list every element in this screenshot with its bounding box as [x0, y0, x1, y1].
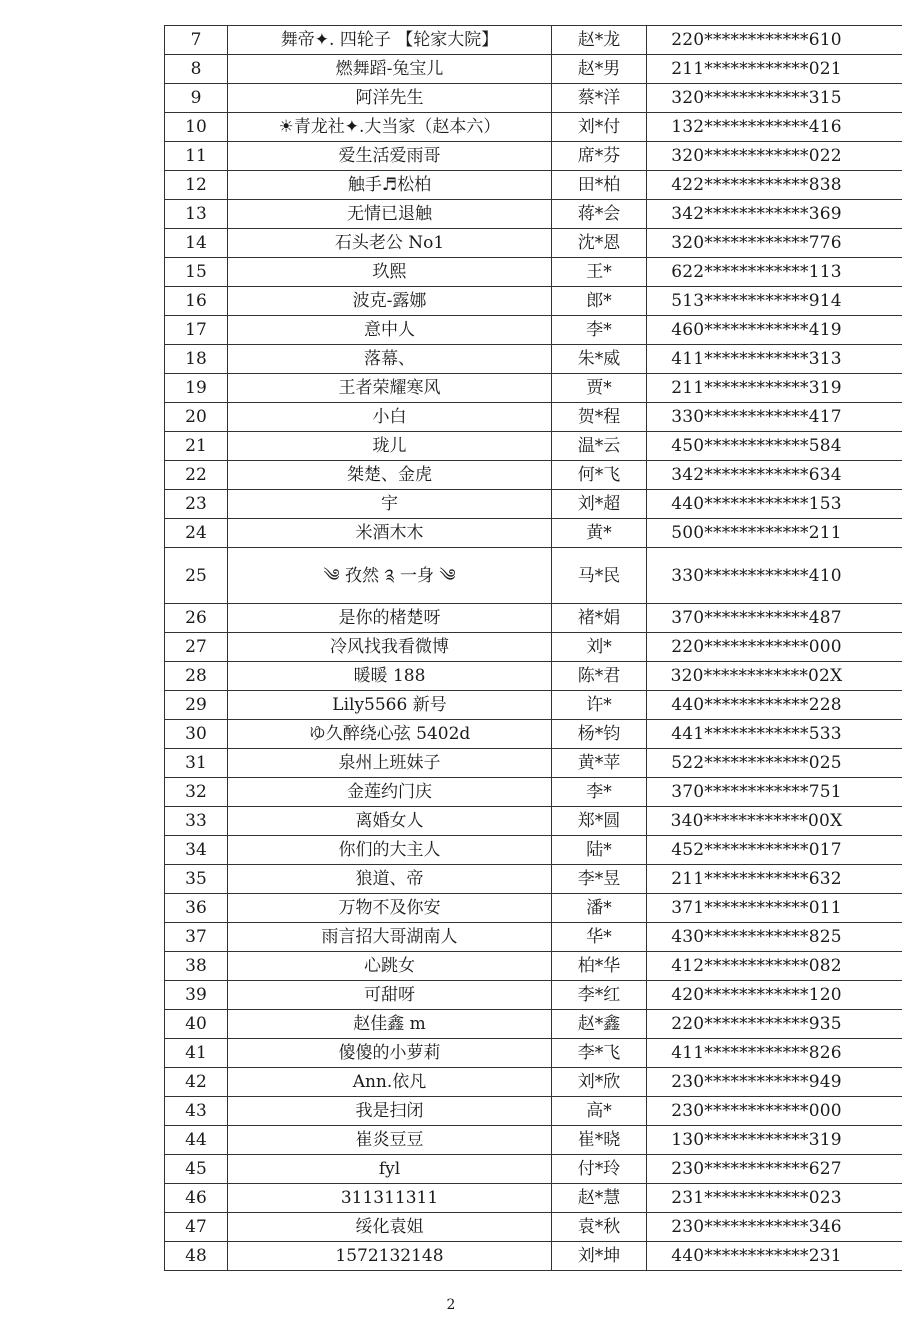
name-cell: 朱*威: [552, 345, 647, 374]
id-number-cell: [647, 1068, 902, 1097]
id-number-text: 440************228: [671, 695, 842, 715]
table-row: [165, 1068, 902, 1097]
id-number-text: 522************025: [671, 753, 842, 773]
id-number-text: 220************610: [671, 30, 842, 50]
nickname-cell: 你们的大主人: [228, 836, 552, 865]
id-number-text: 440************153: [671, 494, 842, 514]
id-number-text: 211************021: [671, 59, 842, 79]
name-cell: 刘*: [552, 633, 647, 662]
id-number-text: 211************319: [671, 378, 842, 398]
row-number-cell: 14: [165, 229, 228, 258]
id-number-cell: [647, 952, 902, 981]
id-number-text: 342************369: [671, 204, 842, 224]
table-row: [165, 1010, 902, 1039]
name-cell: 褚*娟: [552, 604, 647, 633]
row-number-cell: 16: [165, 287, 228, 316]
nickname-cell: 阿洋先生: [228, 84, 552, 113]
nickname-cell: 无情已退触: [228, 200, 552, 229]
row-number-cell: 13: [165, 200, 228, 229]
id-number-text: 230************346: [671, 1217, 842, 1237]
name-cell: 付*玲: [552, 1155, 647, 1184]
nickname-cell: 是你的楮楚呀: [228, 604, 552, 633]
row-number-cell: 9: [165, 84, 228, 113]
table-row: [165, 778, 902, 807]
row-number-cell: 27: [165, 633, 228, 662]
row-number-cell: 7: [165, 26, 228, 55]
row-number-cell: 25: [165, 548, 228, 604]
name-cell: 李*: [552, 316, 647, 345]
name-cell: 许*: [552, 691, 647, 720]
table-row: [165, 258, 902, 287]
nickname-cell: 落幕、: [228, 345, 552, 374]
row-number-cell: 42: [165, 1068, 228, 1097]
id-number-cell: [647, 778, 902, 807]
row-number-cell: 31: [165, 749, 228, 778]
name-cell: 陈*君: [552, 662, 647, 691]
name-cell: 李*昱: [552, 865, 647, 894]
name-cell: 郑*圆: [552, 807, 647, 836]
name-cell: 黄*苹: [552, 749, 647, 778]
id-number-cell: [647, 807, 902, 836]
nickname-cell: 可甜呀: [228, 981, 552, 1010]
name-cell: 高*: [552, 1097, 647, 1126]
id-number-text: 230************627: [671, 1159, 842, 1179]
name-cell: 华*: [552, 923, 647, 952]
table-row: [165, 662, 902, 691]
nickname-cell: 雨言招大哥湖南人: [228, 923, 552, 952]
id-number-text: 622************113: [671, 262, 842, 282]
nickname-cell: 珑儿: [228, 432, 552, 461]
id-number-cell: [647, 749, 902, 778]
table-row: [165, 345, 902, 374]
id-number-cell: [647, 84, 902, 113]
row-number-cell: 15: [165, 258, 228, 287]
row-number-cell: 32: [165, 778, 228, 807]
row-number-cell: 41: [165, 1039, 228, 1068]
table-row: [165, 1155, 902, 1184]
id-number-text: 500************211: [671, 523, 842, 543]
row-number-cell: 30: [165, 720, 228, 749]
id-number-cell: [647, 1155, 902, 1184]
table-row: [165, 1213, 902, 1242]
id-number-text: 441************533: [671, 724, 842, 744]
table-row: [165, 836, 902, 865]
table-row: [165, 84, 902, 113]
id-number-text: 220************000: [671, 637, 842, 657]
row-number-cell: 34: [165, 836, 228, 865]
id-number-text: 420************120: [671, 985, 842, 1005]
nickname-cell: 我是扫闭: [228, 1097, 552, 1126]
nickname-cell: 意中人: [228, 316, 552, 345]
table-row: [165, 952, 902, 981]
nickname-cell: 赵佳鑫 m: [228, 1010, 552, 1039]
id-number-text: 370************487: [671, 608, 842, 628]
nickname-cell: 舞帝✦. 四轮子 【轮家大院】: [228, 26, 552, 55]
row-number-cell: 11: [165, 142, 228, 171]
row-number-cell: 12: [165, 171, 228, 200]
id-number-cell: [647, 548, 902, 604]
nickname-cell: 傻傻的小萝莉: [228, 1039, 552, 1068]
table-row: [165, 461, 902, 490]
row-number-cell: 28: [165, 662, 228, 691]
row-number-cell: 22: [165, 461, 228, 490]
id-number-cell: [647, 1097, 902, 1126]
table-row: [165, 490, 902, 519]
table-row: [165, 865, 902, 894]
nickname-cell: 狼道、帝: [228, 865, 552, 894]
row-number-cell: 47: [165, 1213, 228, 1242]
name-cell: 李*: [552, 778, 647, 807]
table-row: [165, 113, 902, 142]
name-cell: 袁*秋: [552, 1213, 647, 1242]
nickname-cell: 心跳女: [228, 952, 552, 981]
id-number-cell: [647, 720, 902, 749]
id-number-text: 230************000: [671, 1101, 842, 1121]
name-cell: 蔡*洋: [552, 84, 647, 113]
id-number-cell: [647, 200, 902, 229]
id-number-cell: [647, 604, 902, 633]
id-number-cell: [647, 113, 902, 142]
id-number-cell: [647, 1184, 902, 1213]
table-row: [165, 981, 902, 1010]
row-number-cell: 35: [165, 865, 228, 894]
nickname-cell: 波克-露娜: [228, 287, 552, 316]
id-number-text: 340************00X: [670, 811, 843, 831]
id-number-text: 230************949: [671, 1072, 842, 1092]
page-number: 2: [446, 1297, 456, 1313]
name-cell: 温*云: [552, 432, 647, 461]
name-cell: 蒋*会: [552, 200, 647, 229]
name-cell: 李*红: [552, 981, 647, 1010]
id-number-cell: [647, 345, 902, 374]
row-number-cell: 43: [165, 1097, 228, 1126]
row-number-cell: 39: [165, 981, 228, 1010]
nickname-cell: 崔炎豆豆: [228, 1126, 552, 1155]
name-cell: 田*柏: [552, 171, 647, 200]
id-number-cell: [647, 26, 902, 55]
table-row: [165, 923, 902, 952]
name-cell: 陆*: [552, 836, 647, 865]
id-number-cell: [647, 1242, 902, 1271]
table-row: [165, 807, 902, 836]
name-cell: 刘*坤: [552, 1242, 647, 1271]
id-number-cell: [647, 633, 902, 662]
table-row: [165, 403, 902, 432]
nickname-cell: 宇: [228, 490, 552, 519]
id-number-cell: [647, 287, 902, 316]
table-row: [165, 55, 902, 84]
row-number-cell: 29: [165, 691, 228, 720]
row-number-cell: 8: [165, 55, 228, 84]
id-number-text: 440************231: [671, 1246, 842, 1266]
name-cell: 刘*欣: [552, 1068, 647, 1097]
nickname-cell: 石头老公 No1: [228, 229, 552, 258]
nickname-cell: 触手♬松柏: [228, 171, 552, 200]
table-row: [165, 1039, 902, 1068]
name-cell: 黄*: [552, 519, 647, 548]
id-number-text: 422************838: [671, 175, 842, 195]
table-row: [165, 200, 902, 229]
table-row: [165, 142, 902, 171]
id-number-cell: [647, 1213, 902, 1242]
table-row: [165, 171, 902, 200]
nickname-cell: 燃舞蹈-兔宝儿: [228, 55, 552, 84]
name-cell: 潘*: [552, 894, 647, 923]
row-number-cell: 20: [165, 403, 228, 432]
id-number-cell: [647, 691, 902, 720]
nickname-cell: 桀楚、金虎: [228, 461, 552, 490]
table-row: [165, 1126, 902, 1155]
id-number-text: 330************417: [671, 407, 842, 427]
nickname-cell: ༄ 孜然 ༉ 一身 ༄: [228, 548, 552, 604]
id-number-text: 220************935: [671, 1014, 842, 1034]
table-row: [165, 633, 902, 662]
nickname-cell: Lily5566 新号: [228, 691, 552, 720]
nickname-cell: fyl: [228, 1155, 552, 1184]
row-number-cell: 46: [165, 1184, 228, 1213]
id-number-text: 231************023: [671, 1188, 842, 1208]
id-number-text: 211************632: [671, 869, 842, 889]
name-cell: 赵*龙: [552, 26, 647, 55]
id-number-cell: [647, 894, 902, 923]
row-number-cell: 45: [165, 1155, 228, 1184]
name-cell: 贺*程: [552, 403, 647, 432]
id-number-text: 320************02X: [670, 666, 843, 686]
table-row: [165, 374, 902, 403]
id-number-cell: [647, 403, 902, 432]
id-number-cell: [647, 374, 902, 403]
id-number-text: 130************319: [671, 1130, 842, 1150]
table-row: [165, 26, 902, 55]
name-cell: 李*飞: [552, 1039, 647, 1068]
id-number-cell: [647, 258, 902, 287]
id-number-text: 320************776: [671, 233, 842, 253]
row-number-cell: 48: [165, 1242, 228, 1271]
nickname-cell: 王者荣耀寒风: [228, 374, 552, 403]
row-number-cell: 26: [165, 604, 228, 633]
nickname-cell: 离婚女人: [228, 807, 552, 836]
id-number-text: 371************011: [671, 898, 842, 918]
id-number-cell: [647, 836, 902, 865]
row-number-cell: 23: [165, 490, 228, 519]
name-cell: 赵*男: [552, 55, 647, 84]
row-number-cell: 19: [165, 374, 228, 403]
nickname-cell: 暖暖 188: [228, 662, 552, 691]
id-number-cell: [647, 1126, 902, 1155]
name-cell: 杨*钧: [552, 720, 647, 749]
id-number-text: 430************825: [671, 927, 842, 947]
table-row: [165, 316, 902, 345]
id-number-cell: [647, 461, 902, 490]
name-cell: 席*芬: [552, 142, 647, 171]
row-number-cell: 37: [165, 923, 228, 952]
nickname-cell: 冷风找我看微博: [228, 633, 552, 662]
row-number-cell: 44: [165, 1126, 228, 1155]
id-number-text: 132************416: [671, 117, 842, 137]
name-cell: 郎*: [552, 287, 647, 316]
nickname-cell: 万物不及你安: [228, 894, 552, 923]
id-number-text: 460************419: [671, 320, 842, 340]
id-number-cell: [647, 662, 902, 691]
row-number-cell: 40: [165, 1010, 228, 1039]
nickname-cell: 绥化袁姐: [228, 1213, 552, 1242]
id-number-text: 411************313: [671, 349, 842, 369]
id-number-text: 320************315: [671, 88, 842, 108]
row-number-cell: 36: [165, 894, 228, 923]
nickname-cell: 玖熙: [228, 258, 552, 287]
id-number-text: 330************410: [671, 565, 842, 586]
name-cell: 马*民: [552, 548, 647, 604]
id-number-text: 412************082: [671, 956, 842, 976]
table-row: [165, 720, 902, 749]
id-number-text: 320************022: [671, 146, 842, 166]
id-number-cell: [647, 981, 902, 1010]
id-number-cell: [647, 316, 902, 345]
id-number-cell: [647, 142, 902, 171]
id-number-text: 342************634: [671, 465, 842, 485]
nickname-cell: 泉州上班妹子: [228, 749, 552, 778]
nickname-cell: ゆ久醉绕心弦 5402d: [228, 720, 552, 749]
name-cell: 柏*华: [552, 952, 647, 981]
nickname-cell: 311311311: [228, 1184, 552, 1213]
row-number-cell: 10: [165, 113, 228, 142]
nickname-cell: 小白: [228, 403, 552, 432]
table-row: [165, 519, 902, 548]
row-number-cell: 38: [165, 952, 228, 981]
name-cell: 贾*: [552, 374, 647, 403]
nickname-cell: 米酒木木: [228, 519, 552, 548]
id-number-cell: [647, 229, 902, 258]
name-cell: 崔*晓: [552, 1126, 647, 1155]
table-row: [165, 1242, 902, 1271]
table-row: [165, 604, 902, 633]
row-number-cell: 17: [165, 316, 228, 345]
id-number-cell: [647, 490, 902, 519]
nickname-cell: 1572132148: [228, 1242, 552, 1271]
table-row: [165, 691, 902, 720]
nickname-cell: 金莲约门庆: [228, 778, 552, 807]
table-row: [165, 432, 902, 461]
table-row: [165, 548, 902, 604]
name-cell: 王*: [552, 258, 647, 287]
id-number-text: 452************017: [671, 840, 842, 860]
id-number-text: 411************826: [671, 1043, 842, 1063]
name-cell: 赵*鑫: [552, 1010, 647, 1039]
id-number-cell: [647, 1010, 902, 1039]
row-number-cell: 21: [165, 432, 228, 461]
id-number-cell: [647, 923, 902, 952]
table-row: [165, 229, 902, 258]
nickname-cell: 爱生活爱雨哥: [228, 142, 552, 171]
nickname-cell: ☀青龙社✦.大当家（赵本六）: [228, 113, 552, 142]
roster-table-body: [165, 26, 902, 1271]
id-number-text: 450************584: [671, 436, 842, 456]
name-cell: 沈*恩: [552, 229, 647, 258]
id-number-cell: [647, 865, 902, 894]
roster-table: [164, 25, 902, 1271]
id-number-cell: [647, 171, 902, 200]
table-row: [165, 894, 902, 923]
table-row: [165, 1184, 902, 1213]
id-number-cell: [647, 1039, 902, 1068]
table-row: [165, 1097, 902, 1126]
name-cell: 赵*慧: [552, 1184, 647, 1213]
row-number-cell: 24: [165, 519, 228, 548]
table-row: [165, 749, 902, 778]
id-number-cell: [647, 519, 902, 548]
nickname-cell: Ann.依凡: [228, 1068, 552, 1097]
row-number-cell: 33: [165, 807, 228, 836]
id-number-text: 370************751: [671, 782, 842, 802]
table-row: [165, 287, 902, 316]
id-number-cell: [647, 55, 902, 84]
name-cell: 何*飞: [552, 461, 647, 490]
id-number-cell: [647, 432, 902, 461]
id-number-text: 513************914: [671, 291, 842, 311]
name-cell: 刘*超: [552, 490, 647, 519]
name-cell: 刘*付: [552, 113, 647, 142]
row-number-cell: 18: [165, 345, 228, 374]
